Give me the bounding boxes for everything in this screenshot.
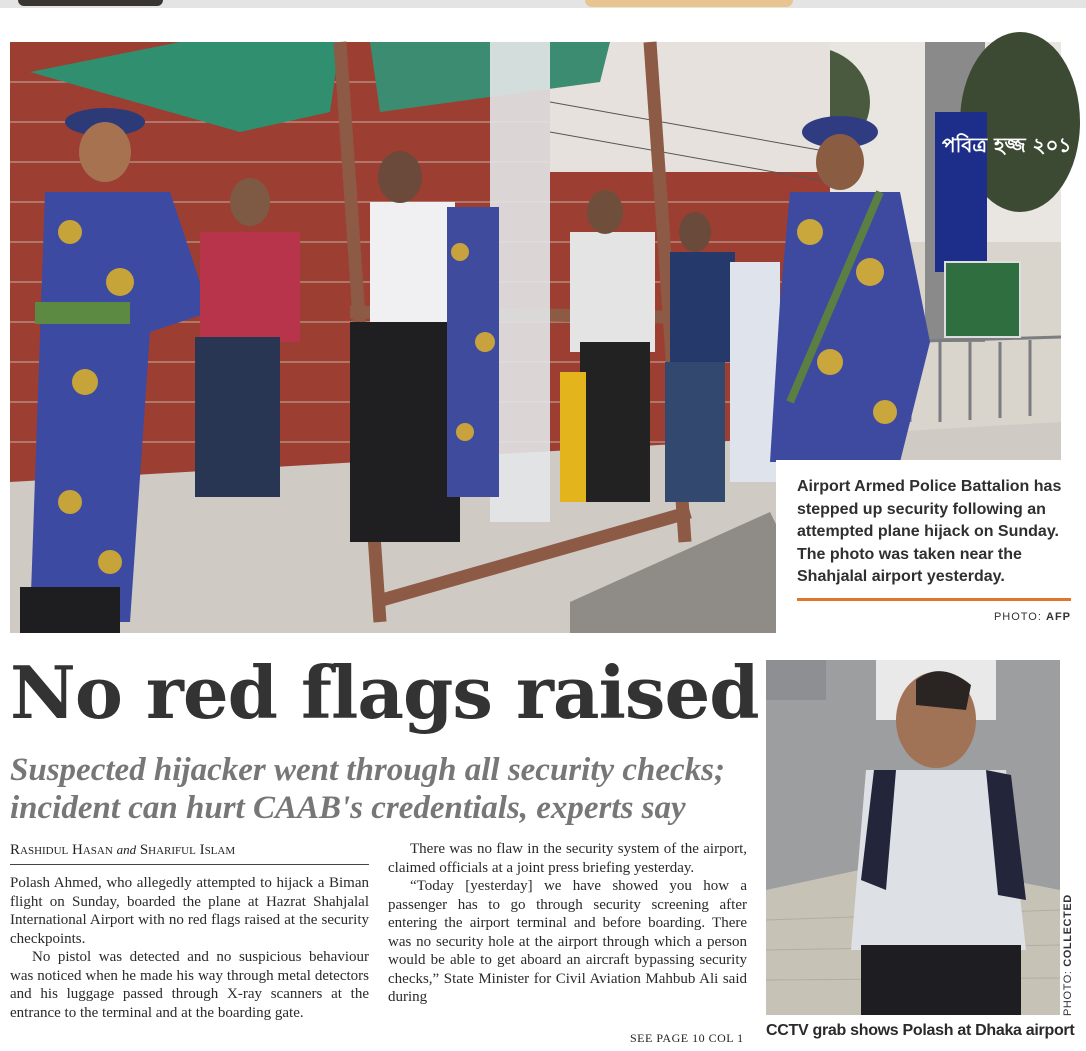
byline bbox=[10, 842, 369, 865]
paragraph: Polash Ahmed, who allegedly attempted to hijack a Biman flight on Sunday, boarded the plane at Hazrat Shahjalal International Airport with no red flags raised at the security checkpoints. bbox=[10, 875, 369, 947]
banner-text: পবিত্র হজ্জ ২০১ bbox=[942, 133, 1072, 157]
photo-credit bbox=[994, 611, 1071, 623]
previous-article-strip bbox=[0, 0, 1086, 8]
previous-photo-fragment bbox=[18, 0, 163, 6]
paragraph: There was no flaw in the security system of the airport, claimed officials at a joint press briefing yesterday. bbox=[388, 841, 747, 876]
jump-line: SEE PAGE 10 COL 1 bbox=[630, 1031, 744, 1045]
main-photo bbox=[10, 42, 1072, 633]
caption-accent-rule bbox=[797, 598, 1071, 601]
article-column-2 bbox=[388, 840, 747, 1007]
article-column-1 bbox=[10, 874, 369, 1022]
photo-caption: Airport Armed Police Battalion has stepped up security following an attempted plane hijack on Sunday. The photo was taken near the Shahjalal airport yesterday. bbox=[797, 478, 1062, 586]
cctv-photo bbox=[766, 660, 1060, 1015]
photo-caption-box bbox=[776, 460, 1071, 642]
cctv-caption: CCTV grab shows Polash at Dhaka airport bbox=[766, 1022, 1075, 1039]
paragraph: No pistol was detected and no suspicious behaviour was noticed when he made his way through metal detectors and his luggage passed through X-ray scanners at the entrance to the terminal and at the boarding gate. bbox=[10, 949, 369, 1021]
subheadline: Suspected hijacker went through all security checks; incident can hurt CAAB's credentials, experts say bbox=[10, 752, 726, 826]
photo-credit-label: PHOTO: bbox=[993, 611, 1042, 623]
author-name: Rashidul Hasan bbox=[10, 842, 113, 858]
photo-credit-source: AFP bbox=[1046, 611, 1071, 623]
previous-photo-fragment bbox=[585, 0, 793, 7]
paragraph: “Today [yesterday] we have showed you how a passenger has to go through security screening after entering the airport terminal and before boarding. There was no security hole at the airport through which a person would be able to get aboard an aircraft bypassing security checks,” State Minister for Civil Aviation Mahbub Ali said during bbox=[388, 878, 747, 1005]
cctv-photo-credit bbox=[1062, 894, 1074, 1016]
author-name: Shariful Islam bbox=[139, 842, 236, 858]
cctv-credit-label: PHOTO: bbox=[1062, 970, 1074, 1016]
cctv-credit-source: COLLECTED bbox=[1062, 894, 1074, 967]
headline: No red flags raised bbox=[10, 650, 759, 735]
cctv-still-image bbox=[766, 660, 1060, 1015]
byline-conjunction: and bbox=[116, 842, 137, 857]
